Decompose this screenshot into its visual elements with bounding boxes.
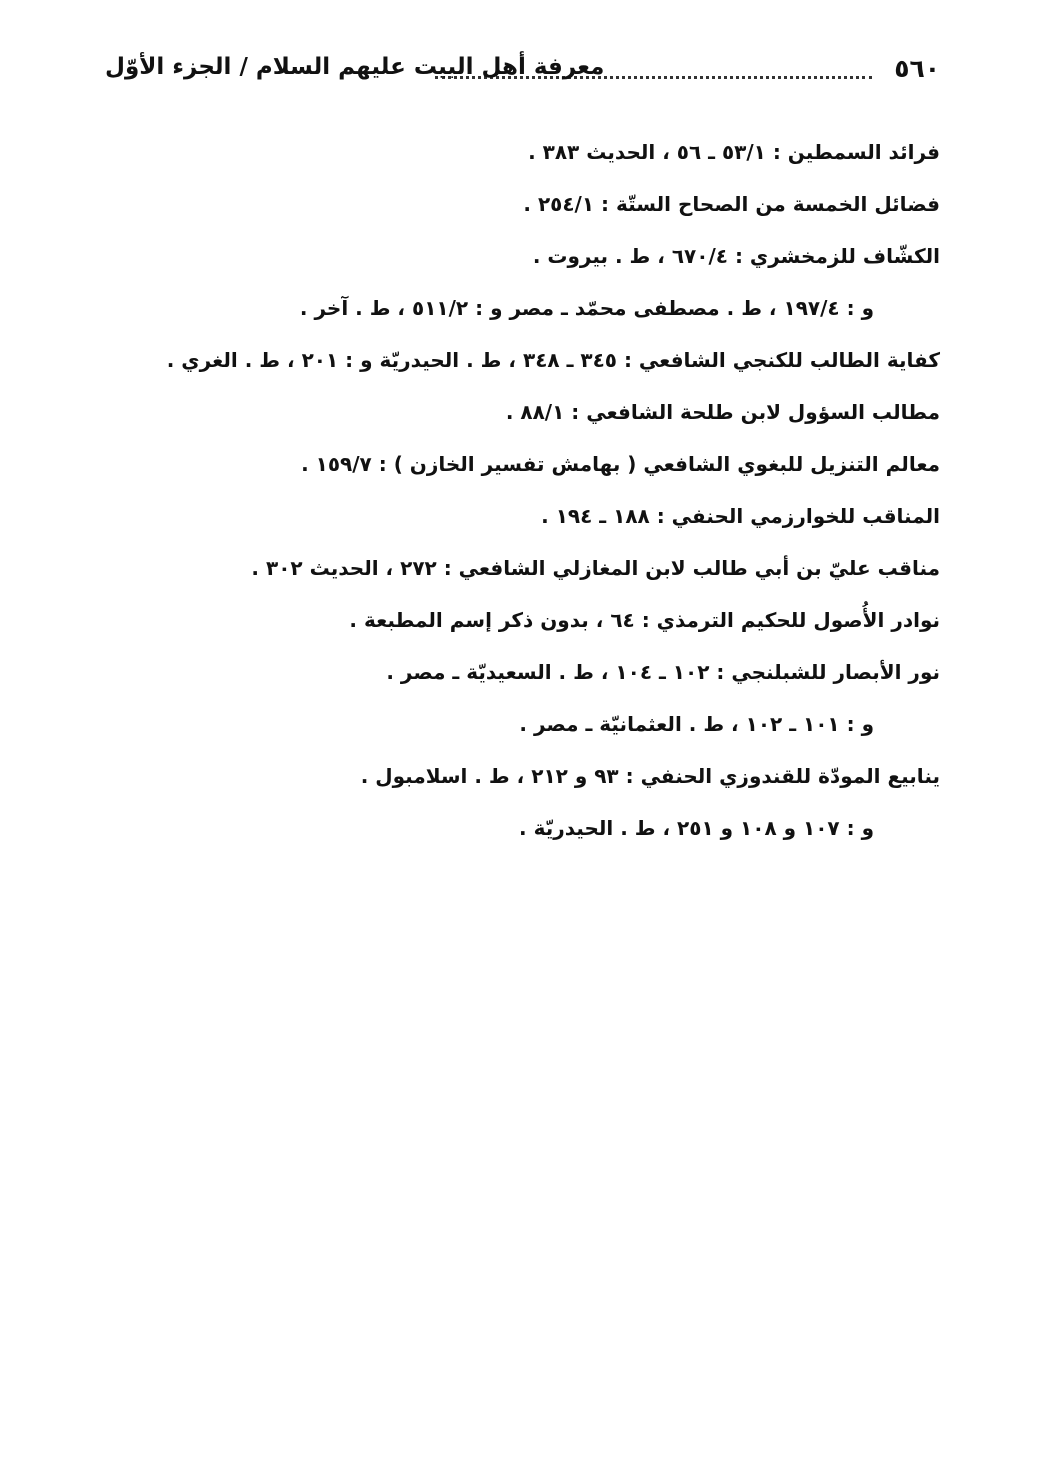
reference-entry-continuation: و : ١٩٧/٤ ، ط . مصطفى محمّد ـ مصر و : ٥١١/٢ ، ط . آخر . xyxy=(299,296,874,320)
reference-entry: الكشّاف للزمخشري : ٦٧٠/٤ ، ط . بيروت . xyxy=(532,244,940,268)
running-header xyxy=(105,50,940,90)
reference-entry: نور الأبصار للشبلنجي : ١٠٢ ـ ١٠٤ ، ط . السعيديّة ـ مصر . xyxy=(386,660,940,684)
reference-entry: نوادر الأُصول للحكيم الترمذي : ٦٤ ، بدون ذكر إسم المطبعة . xyxy=(349,608,940,632)
reference-entry: فضائل الخمسة من الصحاح الستّة : ٢٥٤/١ . xyxy=(523,192,940,216)
reference-entry: مطالب السؤول لابن طلحة الشافعي : ٨٨/١ . xyxy=(505,400,940,424)
reference-entry: فرائد السمطين : ٥٣/١ ـ ٥٦ ، الحديث ٣٨٣ . xyxy=(528,140,940,164)
reference-entry: كفاية الطالب للكنجي الشافعي : ٣٤٥ ـ ٣٤٨ ، ط . الحيدريّة و : ٢٠١ ، ط . الغري . xyxy=(166,348,940,372)
reference-entry: المناقب للخوارزمي الحنفي : ١٨٨ ـ ١٩٤ . xyxy=(541,504,940,528)
page-number: ٥٦٠ xyxy=(894,54,940,83)
reference-entry-continuation: و : ١٠٧ و ١٠٨ و ٢٥١ ، ط . الحيدريّة . xyxy=(519,816,874,840)
running-title: معرفة أهل البيت عليهم السلام / الجزء الأوّل xyxy=(105,54,605,80)
reference-entry: معالم التنزيل للبغوي الشافعي ( بهامش تفسير الخازن ) : ١٥٩/٧ . xyxy=(301,452,940,476)
reference-list xyxy=(105,126,940,854)
reference-entry: ينابيع المودّة للقندوزي الحنفي : ٩٣ و ٢١٢ ، ط . اسلامبول . xyxy=(360,764,940,788)
reference-entry-continuation: و : ١٠١ ـ ١٠٢ ، ط . العثمانيّة ـ مصر . xyxy=(519,712,874,736)
reference-entry: مناقب عليّ بن أبي طالب لابن المغازلي الشافعي : ٢٧٢ ، الحديث ٣٠٢ . xyxy=(251,556,940,580)
